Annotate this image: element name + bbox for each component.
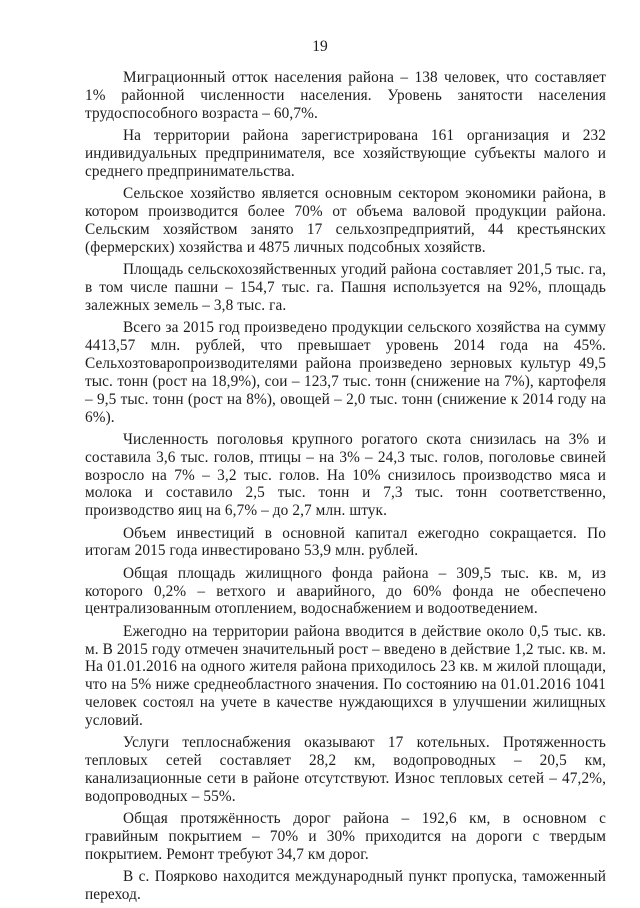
paragraph-production: Всего за 2015 год произведено продукции сельского хозяйства на сумму 4413,57 млн. рублей, что превышает уровень 2014 года на 45%. Сельхозтоваропроизводителями района произведено зерновых культур 49,5 тыс. тонн (рост на 18,9%), сои – 123,7 тыс. тонн (снижение на 7%), картофеля – 9,5 тыс. тонн (рост на 8%), овощей – 2,0 тыс. тонн (снижение к 2014 году на 6%). [85,318,606,426]
paragraph-migration: Миграционный отток населения района – 138 человек, что составляет 1% районной численности населения. Уровень занятости населения трудоспособного возраста – 60,7%. [85,69,606,122]
paragraph-heat-supply: Услуги теплоснабжения оказывают 17 котельных. Протяженность тепловых сетей составляет 28,2 км, водопроводных – 20,5 км, канализационные сети в районе отсутствуют. Износ тепловых сетей – 47,2%, водопроводных – 55%. [85,734,606,806]
paragraph-housing-construction: Ежегодно на территории района вводится в действие около 0,5 тыс. кв. м. В 2015 году отмечен значительный рост – введено в действие 1,2 тыс. кв. м. На 01.01.2016 на одного жителя района приходилось 23 кв. м жилой площади, что на 5% ниже среднеобластного значения. По состоянию на 01.01.2016 1041 человек состоял на учете в качестве нуждающихся в улучшении жилищных условий. [85,622,606,730]
paragraph-roads: Общая протяжённость дорог района – 192,6 км, в основном с гравийным покрытием – 70% и 30% приходится на дороги с твердым покрытием. Ремонт требуют 34,7 км дорог. [85,810,606,864]
paragraph-investment: Объем инвестиций в основной капитал ежегодно сокращается. По итогам 2015 года инвестировано 53,9 млн. рублей. [85,524,606,560]
paragraph-agriculture: Сельское хозяйство является основным сектором экономики района, в котором производится более 70% от объема валовой продукции района. Сельским хозяйством занято 17 сельхозпредприятий, 44 крестьянских (фермерских) хозяйства и 4875 личных подсобных хозяйств. [85,185,606,256]
paragraph-farmland: Площадь сельскохозяйственных угодий района составляет 201,5 тыс. га, в том числе пашни – 154,7 тыс. га. Пашня используется на 92%, площадь залежных земель – 3,8 тыс. га. [85,260,606,314]
paragraph-organizations: На территории района зарегистрирована 161 организация и 232 индивидуальных предпринимателя, все хозяйствующие субъекты малого и среднего предпринимательства. [85,127,606,180]
paragraph-livestock: Численность поголовья крупного рогатого скота снизилась на 3% и составила 3,6 тыс. голов, птицы – на 3% – 24,3 тыс. голов, поголовье свиней возросло на 7% – 3,2 тыс. голов. На 10% снизилось производство мяса и молока и составило 2,5 тыс. тонн и 7,3 тыс. тонн соответственно, производство яиц на 6,7% – до 2,7 млн. штук. [85,430,606,520]
document-body [85,69,606,908]
paragraph-housing-fund: Общая площадь жилищного фонда района – 309,5 тыс. кв. м, из которого 0,2% – ветхого и аварийного, до 60% фонда не обеспечено централизованным отоплением, водоснабжением и водоотведением. [85,564,606,618]
paragraph-border-crossing: В с. Поярково находится международный пункт пропуска, таможенный переход. [85,868,606,904]
page-number: 19 [312,38,328,55]
